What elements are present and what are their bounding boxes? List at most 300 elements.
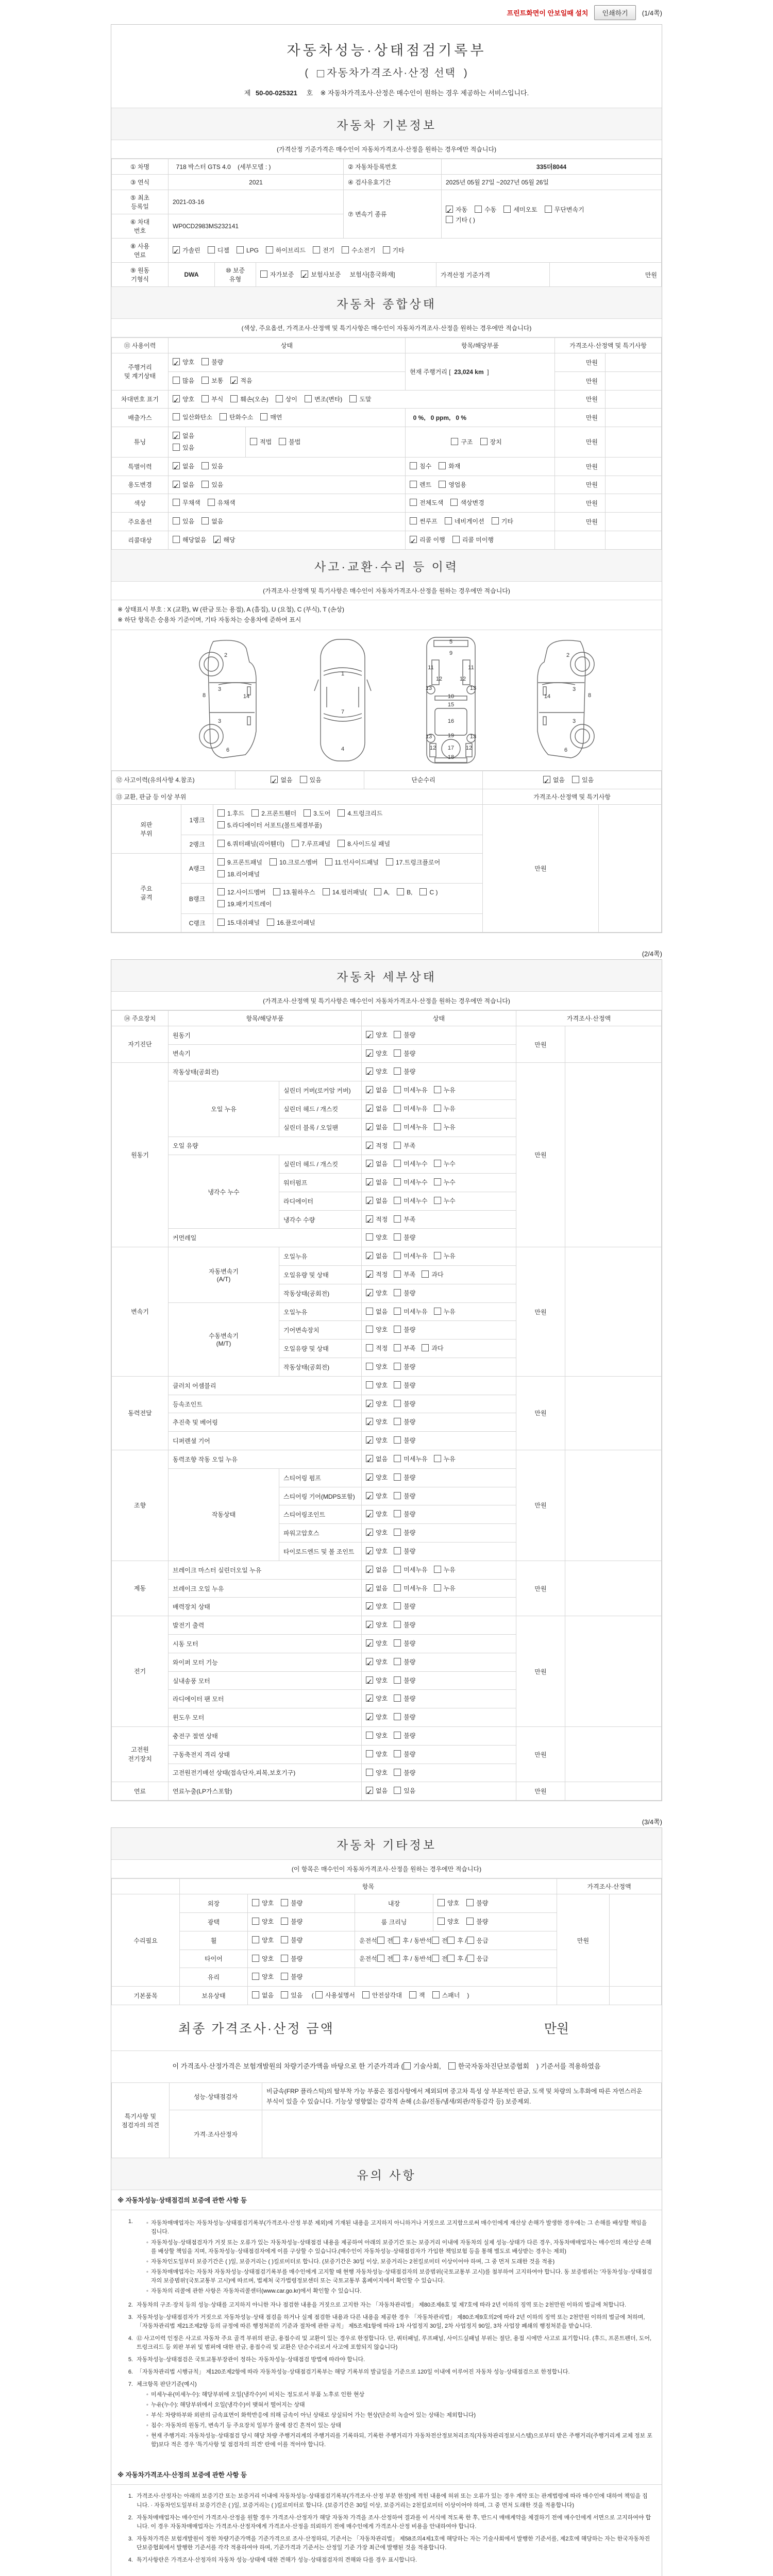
checkbox[interactable] <box>217 870 225 877</box>
checkbox[interactable] <box>317 70 324 77</box>
checkbox[interactable] <box>366 1178 373 1185</box>
checkbox[interactable] <box>362 1991 369 1998</box>
checkbox[interactable] <box>572 776 579 783</box>
checkbox[interactable] <box>173 413 180 420</box>
checkbox[interactable] <box>173 536 180 543</box>
checkbox[interactable] <box>366 1197 373 1204</box>
checkbox[interactable] <box>410 462 417 469</box>
checkbox[interactable] <box>383 246 390 253</box>
checkbox[interactable] <box>434 1086 441 1093</box>
checkbox[interactable] <box>397 888 404 895</box>
checkbox[interactable] <box>394 1547 401 1554</box>
option: 양호 <box>252 1935 274 1946</box>
table-row: 실내송풍 모터 ✓ 양호 불량 <box>112 1671 662 1690</box>
checkbox[interactable] <box>434 1584 441 1591</box>
checkbox[interactable] <box>394 1067 401 1075</box>
checkbox[interactable] <box>270 858 277 866</box>
checkbox[interactable] <box>252 1973 259 1980</box>
checkbox[interactable] <box>266 246 273 253</box>
checkbox[interactable] <box>366 1492 373 1499</box>
checkbox[interactable] <box>466 1899 474 1906</box>
checkbox[interactable] <box>377 1955 384 1962</box>
table-row: ⑬ 교환, 판금 등 이상 부위 가격조사·산정액 및 특기사항 <box>112 789 662 805</box>
checkbox[interactable] <box>201 358 209 365</box>
checkbox[interactable] <box>366 1123 373 1130</box>
checkbox[interactable] <box>279 438 286 445</box>
checkbox[interactable] <box>366 1750 373 1757</box>
option: 디젤 <box>208 245 229 257</box>
table-row: B랭크 12.사이드멤버 13.휠하우스 14.필러패널( A, B, C )19.패키지트레이 <box>112 884 662 914</box>
checkbox[interactable] <box>173 246 180 253</box>
checkbox[interactable] <box>432 1991 440 1998</box>
checkbox[interactable] <box>394 1750 401 1757</box>
checkbox[interactable] <box>393 1955 400 1962</box>
option: 2.프론트휀더 <box>251 808 296 820</box>
checkbox[interactable] <box>377 1937 384 1944</box>
checkbox[interactable] <box>366 1289 373 1296</box>
checkbox[interactable] <box>432 1937 439 1944</box>
checkbox[interactable] <box>230 377 238 384</box>
checkbox[interactable] <box>394 1308 401 1315</box>
checkbox[interactable] <box>434 1566 441 1573</box>
checkbox[interactable] <box>410 481 417 488</box>
checkbox[interactable] <box>201 517 209 524</box>
checkbox[interactable] <box>366 1031 373 1038</box>
checkbox[interactable] <box>338 840 345 847</box>
option: 미세누유 <box>394 1453 427 1465</box>
svg-text:3: 3 <box>572 686 576 692</box>
svg-text:12: 12 <box>429 744 436 751</box>
checkbox[interactable] <box>304 809 311 817</box>
checkbox[interactable] <box>394 1787 401 1794</box>
checkbox[interactable] <box>445 517 452 524</box>
section-etc-info: 자동차 기타정보 (이 항목은 매수인이 자동차가격조사·산정을 원하는 경우에만 적습니다) <box>111 1828 662 1878</box>
option: 부족 <box>394 1269 415 1281</box>
checkbox[interactable] <box>173 481 180 488</box>
table-row: 오일 누유 실린더 커버(로커암 커버) ✓ 없음 미세누유 누유 <box>112 1081 662 1100</box>
checkbox[interactable] <box>173 444 180 451</box>
checkbox[interactable] <box>434 1178 441 1185</box>
checkbox[interactable] <box>366 1602 373 1609</box>
checkbox[interactable] <box>394 1418 401 1425</box>
checkbox[interactable] <box>422 1344 429 1351</box>
checkbox[interactable] <box>394 1529 401 1536</box>
option: 화재 <box>439 461 460 472</box>
checkbox[interactable] <box>543 776 550 783</box>
checkbox[interactable] <box>230 395 238 402</box>
checkbox[interactable] <box>394 1510 401 1517</box>
checkbox[interactable] <box>281 1918 288 1925</box>
checkbox[interactable] <box>366 1676 373 1684</box>
table-row: ⑪ 사용이력 상태 항목/해당부품 가격조사·산정액 및 특기사항 <box>112 338 662 353</box>
checkbox[interactable] <box>301 270 308 278</box>
checkbox[interactable] <box>366 1418 373 1425</box>
option: ✓ 없음 <box>173 479 194 491</box>
checkbox[interactable] <box>366 1400 373 1407</box>
checkbox[interactable] <box>213 536 221 543</box>
checkbox[interactable] <box>434 1105 441 1112</box>
checkbox[interactable] <box>394 1639 401 1647</box>
checkbox[interactable] <box>342 246 349 253</box>
option: 스패너 <box>432 1990 460 2002</box>
checkbox[interactable] <box>394 1455 401 1462</box>
checkbox[interactable] <box>410 499 417 506</box>
checkbox[interactable] <box>281 1991 288 1998</box>
checkbox[interactable] <box>450 499 458 506</box>
checkbox[interactable] <box>394 1658 401 1665</box>
checkbox[interactable] <box>394 1105 401 1112</box>
checkbox[interactable] <box>394 1363 401 1370</box>
checkbox[interactable] <box>281 1936 288 1943</box>
checkbox[interactable] <box>173 462 180 469</box>
checkbox[interactable] <box>366 1105 373 1112</box>
option: 불량 <box>281 1916 303 1928</box>
checkbox[interactable] <box>394 1381 401 1388</box>
checkbox[interactable] <box>201 481 209 488</box>
checkbox[interactable] <box>466 1918 474 1925</box>
checkbox[interactable] <box>323 888 330 895</box>
checkbox[interactable] <box>366 1713 373 1720</box>
checkbox[interactable] <box>404 2062 411 2070</box>
table-row: 오일 유량 ✓ 적정 부족 <box>112 1137 662 1155</box>
state-mark-key: ※ 상태표시 부호 : X (교환), W (판금 또는 용접), A (흠집), U (요철), C (부식), T (손상) ※ 하단 항목은 승용차 기준이며, 기타 자동차는 승용차에 준하여 표시 <box>111 600 662 630</box>
option: ✓ 없음 <box>366 1453 388 1465</box>
checkbox[interactable] <box>267 919 274 926</box>
checkbox[interactable] <box>394 1197 401 1204</box>
page-indicator: (3/4쪽) <box>642 1818 662 1826</box>
checkbox[interactable] <box>208 499 215 506</box>
option: 양호 <box>366 1767 388 1779</box>
option: 8.사이드실 패널 <box>338 838 390 850</box>
checkbox[interactable] <box>394 1031 401 1038</box>
checkbox[interactable] <box>394 1400 401 1407</box>
checkbox[interactable] <box>394 1492 401 1499</box>
checkbox[interactable] <box>394 1142 401 1149</box>
table-row: 리콜대상 해당없음 ✓ 해당 ✓ 리콜 이행 리콜 미이행 <box>112 531 662 549</box>
checkbox[interactable] <box>217 900 225 907</box>
option: 불량 <box>394 1601 415 1613</box>
report-sheet-2 <box>111 959 662 1801</box>
option: 17.트렁크플로어 <box>386 857 440 869</box>
checkbox[interactable] <box>394 1233 401 1241</box>
checkbox[interactable] <box>394 1602 401 1609</box>
checkbox[interactable] <box>366 1270 373 1278</box>
option: LPG <box>237 245 259 257</box>
checkbox[interactable] <box>545 206 552 213</box>
option: ✓ 양호 <box>366 1472 388 1484</box>
option: ✓ 양호 <box>366 1287 388 1299</box>
svg-text:3: 3 <box>217 718 222 724</box>
checkbox[interactable] <box>394 1436 401 1444</box>
checkbox[interactable] <box>260 270 267 278</box>
checkbox[interactable] <box>237 246 244 253</box>
checkbox[interactable] <box>366 1326 373 1333</box>
page-indicator: (1/4쪽) <box>642 9 662 17</box>
checkbox[interactable] <box>281 1899 288 1906</box>
option: 불량 <box>281 1935 303 1946</box>
checkbox[interactable] <box>208 246 215 253</box>
checkbox[interactable] <box>315 1991 323 1998</box>
checkbox[interactable] <box>366 1769 373 1776</box>
checkbox[interactable] <box>394 1344 401 1351</box>
checkbox[interactable] <box>366 1694 373 1702</box>
checkbox[interactable] <box>394 1160 401 1167</box>
checkbox[interactable] <box>439 462 446 469</box>
svg-text:13: 13 <box>425 733 432 740</box>
checkbox[interactable] <box>467 1955 474 1962</box>
checkbox[interactable] <box>446 216 453 223</box>
checkbox[interactable] <box>394 1178 401 1185</box>
checkbox[interactable] <box>394 1123 401 1130</box>
checkbox[interactable] <box>217 888 225 895</box>
checkbox[interactable] <box>394 1289 401 1296</box>
checkbox[interactable] <box>281 1955 288 1962</box>
option: 11.인사이드패널 <box>325 857 379 869</box>
checkbox[interactable] <box>366 1067 373 1075</box>
overall-state-table <box>111 337 662 550</box>
final-price-note: 이 가격조사·산정가격은 보험개발원의 차량기준가액을 바탕으로 한 기준가격과 ( 기술사회, 한국자동차진단보증협회 ) 기준서를 적용하였음 <box>111 2051 662 2083</box>
option: 네비게이션 <box>445 516 484 528</box>
checkbox[interactable] <box>394 1769 401 1776</box>
checkbox[interactable] <box>438 1918 445 1925</box>
table-row: 구동축전지 격리 상태 양호 불량 <box>112 1745 662 1764</box>
checkbox[interactable] <box>393 1937 400 1944</box>
checkbox[interactable] <box>366 1308 373 1315</box>
checkbox[interactable] <box>366 1142 373 1149</box>
option: 없음 <box>252 1990 274 2002</box>
checkbox[interactable] <box>410 517 417 524</box>
checkbox[interactable] <box>394 1566 401 1573</box>
list-item: 7. 체크항목 판단기준(예시) ◦ 미세누유(미세누수): 해당부위에 오일(냉각수)이 비치는 정도로서 부품 노후로 인한 현상 ◦ 누유(누수): 해당부위에서 오일(냉각수)이 맺혀서 떨어지는 상태 ◦ 부식: 차량하부와 외판의 금속표면이 화학반응에 의해 금속이 아닌 상태로 상실되어 가는 현상(단순히 녹슬어 있는 상태는 제외합니다) ◦ 침수: 자동차의 원동기, 변속기 등 주요장치 일부가 물에 잠긴 흔적이 있는 상태 ◦ 현재 주행거리: 자동차성능·상태점검 당시 해당 차량 주행거리계의 주행거리를 기록하되, 기록한 주행거리가 자동차전산정보처리조직(자동차관리정보시스템)으로부터 받은 주행거리(주행거리계 교체 정보 포함)보다 적은 경우 '특기사항 및 점검자의 의견' 란에 이를 적어야 합니다. <box>128 2381 652 2448</box>
checkbox[interactable] <box>452 536 460 543</box>
svg-text:14: 14 <box>243 693 250 700</box>
checkbox[interactable] <box>394 1694 401 1702</box>
table-row: 조향 동력조향 작동 오일 누유 ✓ 없음 미세누유 누유 만원 <box>112 1450 662 1469</box>
checkbox[interactable] <box>173 395 180 402</box>
checkbox[interactable] <box>366 1566 373 1573</box>
document-header <box>111 25 662 108</box>
checkbox[interactable] <box>475 206 482 213</box>
checkbox[interactable] <box>451 438 458 445</box>
table-row: 작동상태(공회전) ✓ 양호 불량 <box>112 1284 662 1302</box>
checkbox[interactable] <box>173 499 180 506</box>
checkbox[interactable] <box>394 1215 401 1223</box>
checkbox[interactable] <box>480 438 488 445</box>
checkbox[interactable] <box>366 1584 373 1591</box>
checkbox[interactable] <box>434 1455 441 1462</box>
table-row: 원동기 작동상태(공회전) ✓ 양호 불량 만원 <box>112 1063 662 1081</box>
checkbox[interactable] <box>446 206 453 213</box>
option: 부식 <box>201 394 223 405</box>
checkbox[interactable] <box>271 776 278 783</box>
checkbox[interactable] <box>374 888 381 895</box>
checkbox[interactable] <box>366 1363 373 1370</box>
checkbox[interactable] <box>394 1270 401 1278</box>
checkbox[interactable] <box>438 1899 445 1906</box>
checkbox[interactable] <box>366 1086 373 1093</box>
checkbox[interactable] <box>217 919 225 926</box>
checkbox[interactable] <box>394 1676 401 1684</box>
option: 미세누수 <box>394 1195 427 1207</box>
checkbox[interactable] <box>394 1473 401 1481</box>
checkbox[interactable] <box>410 536 417 543</box>
checkbox[interactable] <box>260 413 267 420</box>
checkbox[interactable] <box>366 1621 373 1628</box>
checkbox[interactable] <box>394 1732 401 1739</box>
list-item: 4. ⑫ 사고이력 인정은 사고로 자동차 주요 골격 부위의 판금, 용접수리 및 교환이 있는 경우로 한정합니다. 단, 쿼터패널, 루프패널, 사이드실패널 부위는 절단, 용접 시에만 사고로 표기합니다. (후드, 프론트펜더, 도어, 트렁크리드 등 외판 부위 및 범퍼에 대한 판금, 용접수리 및 교환은 단순수리로서 사고에 포함되지 않습니다) <box>128 2335 652 2350</box>
checkbox[interactable] <box>201 462 209 469</box>
option: 불법 <box>279 436 300 448</box>
checkbox[interactable] <box>366 1529 373 1536</box>
checkbox[interactable] <box>467 1937 474 1944</box>
option: 있음 <box>201 461 223 472</box>
checkbox[interactable] <box>394 1252 401 1259</box>
option: 불량 <box>394 1546 415 1557</box>
checkbox[interactable] <box>173 358 180 365</box>
detail-state-table <box>111 1010 662 1801</box>
checkbox[interactable] <box>366 1732 373 1739</box>
checkbox[interactable] <box>217 858 225 866</box>
option: 훼손(오손) <box>230 394 268 405</box>
checkbox[interactable] <box>366 1547 373 1554</box>
table-row: 수리필요 외장 양호 불량 내장 양호 불량 만원 <box>112 1894 662 1913</box>
list-item: 3. 자동차가격은 보험개발원이 정한 차량기준가액을 기준가격으로 조사·산정하되, 기준서는 「자동차관리법」 제58조의4제1호에 해당하는 자는 기술사회에서 발행한 기준서를, 제2호에 해당하는 자는 한국자동차진단보증협회에서 발행한 기준서를 각각 적용하여야 하며, 기준가격과 기준서는 산정일 기준 가장 최근에 발행된 것을 적용합니다. <box>128 2535 650 2551</box>
checkbox[interactable] <box>394 1049 401 1057</box>
table-row: 용도변경 ✓ 없음 있음 렌트 영업용 만원 <box>112 476 662 494</box>
option: ✓ 양호 <box>366 1066 388 1078</box>
checkbox[interactable] <box>217 840 225 847</box>
option: 양호 <box>366 1380 388 1392</box>
checkbox[interactable] <box>503 206 511 213</box>
option: 불량 <box>281 1897 303 1909</box>
table-row: ⑥ 차대 번호 WP0CD2983MS232141 <box>112 214 662 239</box>
checkbox[interactable] <box>366 1233 373 1241</box>
checkbox[interactable] <box>394 1713 401 1720</box>
option: 썬루프 <box>410 516 438 528</box>
checkbox[interactable] <box>432 1955 439 1962</box>
svg-text:3: 3 <box>572 718 576 724</box>
checkbox[interactable] <box>492 517 499 524</box>
checkbox[interactable] <box>366 1381 373 1388</box>
checkbox[interactable] <box>217 809 225 817</box>
checkbox[interactable] <box>281 1973 288 1980</box>
checkbox[interactable] <box>366 1049 373 1057</box>
option: 색상변경 <box>450 497 484 509</box>
checkbox[interactable] <box>313 246 320 253</box>
table-row: ③ 연식 2021 ④ 검사유효기간 2025년 05월 27일 ~2027년 05월 26일 <box>112 175 662 190</box>
checkbox[interactable] <box>434 1252 441 1259</box>
checkbox[interactable] <box>173 432 180 439</box>
checkbox[interactable] <box>439 481 446 488</box>
option: 누유 <box>434 1564 456 1576</box>
checkbox[interactable] <box>349 395 357 402</box>
checkbox[interactable] <box>252 1918 259 1925</box>
checkbox[interactable] <box>366 1344 373 1351</box>
checkbox[interactable] <box>366 1473 373 1481</box>
checkbox[interactable] <box>434 1123 441 1130</box>
checkbox[interactable] <box>201 395 209 402</box>
option: 있음 <box>572 774 594 786</box>
checkbox[interactable] <box>366 1510 373 1517</box>
option: ✓ 적정 <box>366 1214 388 1226</box>
checkbox[interactable] <box>447 1955 455 1962</box>
checkbox[interactable] <box>366 1160 373 1167</box>
checkbox[interactable] <box>217 821 225 828</box>
table-row: 많음 보통 ✓ 적음 만원 <box>112 371 662 390</box>
checkbox[interactable] <box>252 1991 259 1998</box>
svg-text:13: 13 <box>469 685 477 691</box>
checkbox[interactable] <box>338 809 345 817</box>
checkbox[interactable] <box>305 395 312 402</box>
checkbox[interactable] <box>394 1326 401 1333</box>
checkbox[interactable] <box>394 1086 401 1093</box>
checkbox[interactable] <box>273 888 280 895</box>
basic-info-table <box>111 159 662 263</box>
option: 전체도색 <box>410 497 443 509</box>
checkbox[interactable] <box>394 1584 401 1591</box>
checkbox[interactable] <box>434 1160 441 1167</box>
print-button[interactable]: 인쇄하기 <box>594 5 635 20</box>
checkbox[interactable] <box>434 1197 441 1204</box>
table-row: 주요 골격 A랭크 9.프론트패널 10.크로스멤버 11.인사이드패널 17.트렁크플로어18.리어패널 <box>112 853 662 884</box>
checkbox[interactable] <box>173 517 180 524</box>
checkbox[interactable] <box>448 2062 456 2070</box>
checkbox[interactable] <box>366 1455 373 1462</box>
checkbox[interactable] <box>366 1252 373 1259</box>
checkbox[interactable] <box>252 1955 259 1962</box>
checkbox[interactable] <box>366 1639 373 1647</box>
checkbox[interactable] <box>419 888 427 895</box>
checkbox[interactable] <box>366 1215 373 1223</box>
option: 불량 <box>394 1675 415 1687</box>
checkbox[interactable] <box>366 1658 373 1665</box>
checkbox[interactable] <box>422 1270 429 1278</box>
checkbox[interactable] <box>173 377 180 384</box>
option: 불량 <box>394 1324 415 1336</box>
option: 양호 <box>252 1897 274 1909</box>
checkbox[interactable] <box>434 1308 441 1315</box>
checkbox[interactable] <box>252 1899 259 1906</box>
checkbox[interactable] <box>366 1436 373 1444</box>
option: 양호 <box>252 1916 274 1928</box>
option: 전기 <box>313 245 334 257</box>
install-notice[interactable]: 프린트화면이 안보일때 설치 <box>507 9 589 17</box>
checkbox[interactable] <box>201 377 209 384</box>
option: 미세누유 <box>394 1564 427 1576</box>
checkbox[interactable] <box>292 840 299 847</box>
checkbox[interactable] <box>386 858 393 866</box>
checkbox[interactable] <box>325 858 332 866</box>
checkbox[interactable] <box>447 1937 455 1944</box>
checkbox[interactable] <box>220 413 227 420</box>
checkbox[interactable] <box>394 1621 401 1628</box>
checkbox[interactable] <box>252 1936 259 1943</box>
checkbox[interactable] <box>300 776 307 783</box>
option: 있음 <box>281 1990 303 2002</box>
checkbox[interactable] <box>276 395 283 402</box>
svg-text:7: 7 <box>341 708 345 715</box>
svg-text:13: 13 <box>469 733 477 740</box>
checkbox[interactable] <box>251 809 259 817</box>
table-row: 차대번호 표기 ✓ 양호 부식 훼손(오손) 상이 변조(변타) 도말 만원 <box>112 390 662 409</box>
svg-text:14: 14 <box>544 693 551 700</box>
checkbox[interactable] <box>250 438 257 445</box>
notice-price-heading: ※ 자동차가격조사·산정의 보증에 관한 사항 등 <box>111 2465 662 2485</box>
option: ✓ 양호 <box>366 1527 388 1539</box>
checkbox[interactable] <box>409 1991 416 1998</box>
option: 하이브리드 <box>266 245 306 257</box>
checkbox[interactable] <box>366 1787 373 1794</box>
